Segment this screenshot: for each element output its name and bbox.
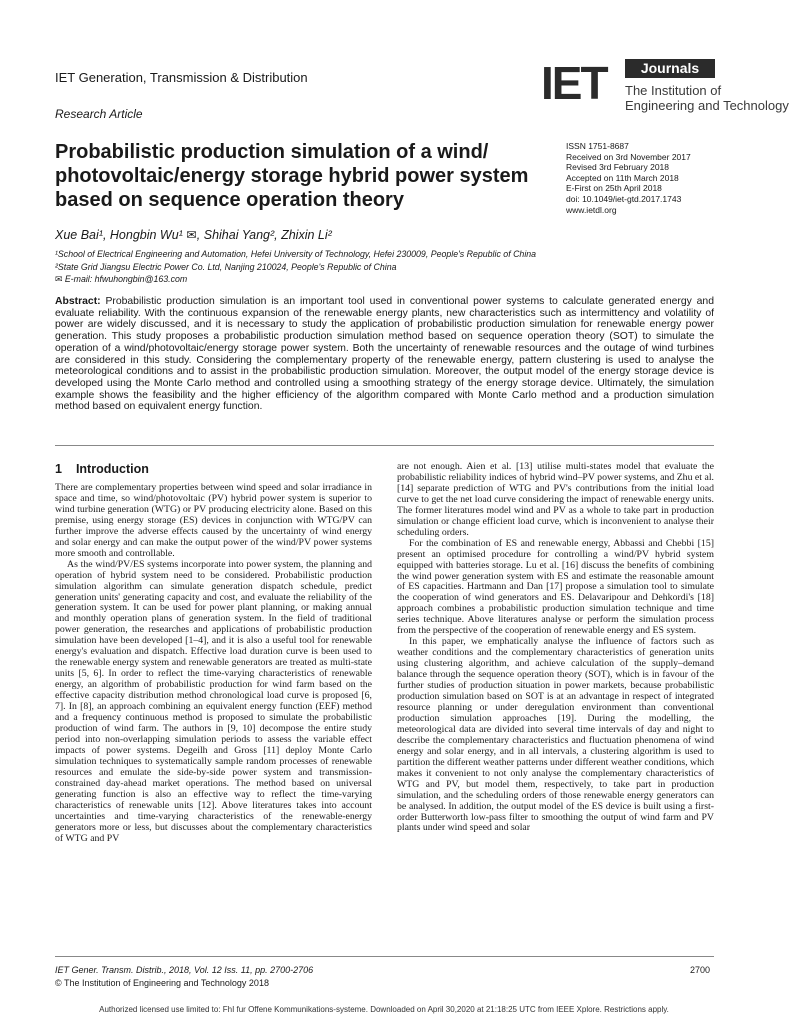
affiliations — [55, 248, 536, 286]
paragraph: As the wind/PV/ES systems incorporate into power system, the planning and operation of hybrid system need to be considered. Probabilistic production simulation algorithm can simulate generation dispatch schedule, predict generation units' generating capacity and cost, and evaluate the reliability of the generation system. It can be used for power plant planning, or making annual and monthly operation plans of generation system. In the field of traditional power generation, the researches and applications of probabilistic production simulation have been developed [1–4], and it is also a useful tool for renewable energy's evaluation and dispatch. Effective load duration curve is been used to the renewable energy system and renewable generators are treated as multi-state units [5, 6]. In order to reflect the time-varying characteristics of renewable energy, an algorithm of probabilistic production for wind farm based on the effective capacity distribution method chronological load curve is proposed [6, 7]. In [8], an approach combining an equivalent energy function (EEF) method and a frequency continuous method is proposed to simulate the probabilistic production of wind farm. The authors in [9, 10] decompose the entire study period into non-overlapping simulation periods to assess the variable effect impacts of power systems. Degeilh and Gross [11] deploy Monte Carlo simulation techniques to systematically sample random processes of renewable resources and emulate the side-by-side power system and transmission-constrained day-ahead market operations. The method based on universal generating function is also an effective way to reflect the time-varying characteristics of renewable units [12]. Above literatures takes into account uncertainties and time-varying characteristics of the renewable-energy generators more or less, but discusses about the complementary characteristics of WTG and PV — [55, 558, 372, 844]
paragraph: For the combination of ES and renewable energy, Abbassi and Chebbi [15] present an optimised procedure for controlling a wind/PV hybrid system equipped with batteries storage. Lu et al. [16] discuss the benefits of combining the wind power generation system with ES and estimate the reasonable amount of ES capacities. Hartmann and Dan [17] propose a simulation tool to simulate the cooperation of wind generators and ES. Delavaripour and Dehkordi's [18] approach combines a probabilistic production simulation technique and time series technique. Above literatures analyse or perform the simulation process from the perspective of the cooperation of renewable energy and ES system. — [397, 537, 714, 637]
affiliation-1: ¹School of Electrical Engineering and Automation, Hefei University of Technology, Hefei 230009, People's Republic of China — [55, 249, 537, 259]
body-column-left — [55, 483, 372, 949]
corresponding-email[interactable]: ✉ E-mail: hfwuhongbin@163.com — [55, 274, 188, 284]
iet-journals-logo — [541, 56, 789, 122]
affiliation-2: ²State Grid Jiangsu Electric Power Co. Ltd, Nanjing 210024, People's Republic of China — [55, 261, 397, 272]
footer-citation: IET Gener. Transm. Distrib., 2018, Vol. 12 Iss. 11, pp. 2700-2706 — [55, 965, 314, 975]
footer-divider — [55, 956, 714, 957]
logo-institution-line1: The Institution of — [625, 83, 722, 98]
section-heading — [55, 462, 163, 476]
logo-letters: IET — [541, 57, 607, 109]
paper-title: Probabilistic production simulation of a wind/ photovoltaic/energy storage hybrid power system based on sequence operation theory — [55, 141, 529, 211]
divider — [55, 445, 714, 446]
logo-institution — [625, 83, 789, 113]
journal-name: IET Generation, Transmission & Distribution — [55, 70, 308, 85]
section-number: 1 — [55, 462, 62, 476]
article-type: Research Article — [55, 107, 143, 121]
revised-date: Revised 3rd February 2018 — [566, 162, 670, 173]
website-link[interactable]: www.ietdl.org — [566, 204, 617, 215]
article-metadata — [566, 141, 726, 215]
paragraph: are not enough. Aien et al. [13] utilise multi-states model that evaluate the probabilistic reliability indices of hybrid wind–PV power systems, and Zhu et al. [14] separate prediction of WTG and PV's contributions from the initial load curve to get the net load curve considering the impact of renewable energy units. The former literatures model wind and PV as a whole to take part in production simulation or change efficient load curve, which is inconvenient to analyse their scheduling orders. — [397, 461, 714, 538]
section-title: Introduction — [75, 462, 149, 476]
abstract-text: Probabilistic production simulation is an important tool used in conventional power systems to calculate generated energy and evaluate reliability. With the continuous expansion of the renewable energy plants, new characteristics such as intermittency and volatility of power are widely discussed, and it is necessary to study the application of probabilistic production simulation for renewable energy power generation. This study proposes a probabilistic production simulation method based on sequence operation theory (SOT) to simulate the operation of a wind/photovoltaic/energy storage power system. Both the uncertainty of renewable resources and the outage of wind turbines are considered in this study. Considering the complementary property of the renewable energy, pattern clustering is used to analyse the meteorological conditions and to assist in the probabilistic production simulation. Moreover, the output model of the energy storage device is developed using the Monte Carlo method and controlled using a smoothing strategy of the energy storage device. Ultimately, the simulation example shows the feasibility and the higher efficiency of the algorithm compared with Monte Carlo method and a production simulation method based on equivalent energy function. — [55, 296, 714, 413]
logo-journals-badge: Journals — [625, 59, 715, 78]
page-number: 2700 — [690, 965, 711, 975]
license-notice: Authorized licensed use limited to: FhI fur Offene Kommunikations-systeme. Downloaded on April 30,2020 at 21:18:25 UTC from IEEE Xplore. Restrictions apply. — [99, 1005, 669, 1014]
footer-copyright: © The Institution of Engineering and Technology 2018 — [55, 978, 269, 988]
issn: ISSN 1751-8687 — [566, 141, 629, 151]
doi[interactable]: doi: 10.1049/iet-gtd.2017.1743 — [566, 193, 682, 204]
received-date: Received on 3rd November 2017 — [566, 151, 691, 162]
logo-institution-line2: Engineering and Technology — [625, 98, 789, 113]
accepted-date: Accepted on 11th March 2018 — [566, 172, 679, 183]
paragraph: There are complementary properties between wind speed and solar irradiance in space and time, so wind/photovoltaic (PV) hybrid power system is superior to wind turbine generation (WTG) or PV producing electricity alone. Based on this premise, using energy storage (ES) devices in conjunction with WTG/PV can further improve the adverse effects caused by the uncertainty of wind energy and solar energy and can make the output power of the wind/PV power systems more smooth and controllable. — [55, 482, 372, 559]
abstract-label: Abstract: — [55, 296, 101, 307]
e-first-date: E-First on 25th April 2018 — [566, 183, 662, 194]
paragraph: In this paper, we emphatically analyse the influence of factors such as weather conditions and the complementary characteristics of generation units using clustering algorithm, and achieve calculation of the supply–demand balance through the sequence operation theory (SOT), which is in favour of the further studies of production situation in power markets, because probabilistic production simulation based on SOT is at an advantage in respect of integrated resource planning or under deregulation environment than conventional production simulation approaches [19]. During the modelling, the meteorological data are divided into several time intervals of day and night to describe the complementary characteristics and fluctuation phenomena of wind energy and solar energy, and in all intervals, a clustering algorithm is used to partition the different weather patterns under different weather conditions, which makes it convenient to not only analyse the complementary characteristics of WTG and PV, but model them, respectively, to take part in production simulation, and the scheduling orders of those renewable energy generators can be analysed. In addition, the output model of the ES device is built using a first-order Butterworth low-pass filter to smoothing the output of wind farm and PV plants under wind speed and solar — [397, 636, 714, 834]
body-column-right — [397, 462, 714, 949]
author-list: Xue Bai¹, Hongbin Wu¹ ✉, Shihai Yang², Zhixin Li² — [55, 228, 332, 242]
abstract — [55, 296, 714, 413]
